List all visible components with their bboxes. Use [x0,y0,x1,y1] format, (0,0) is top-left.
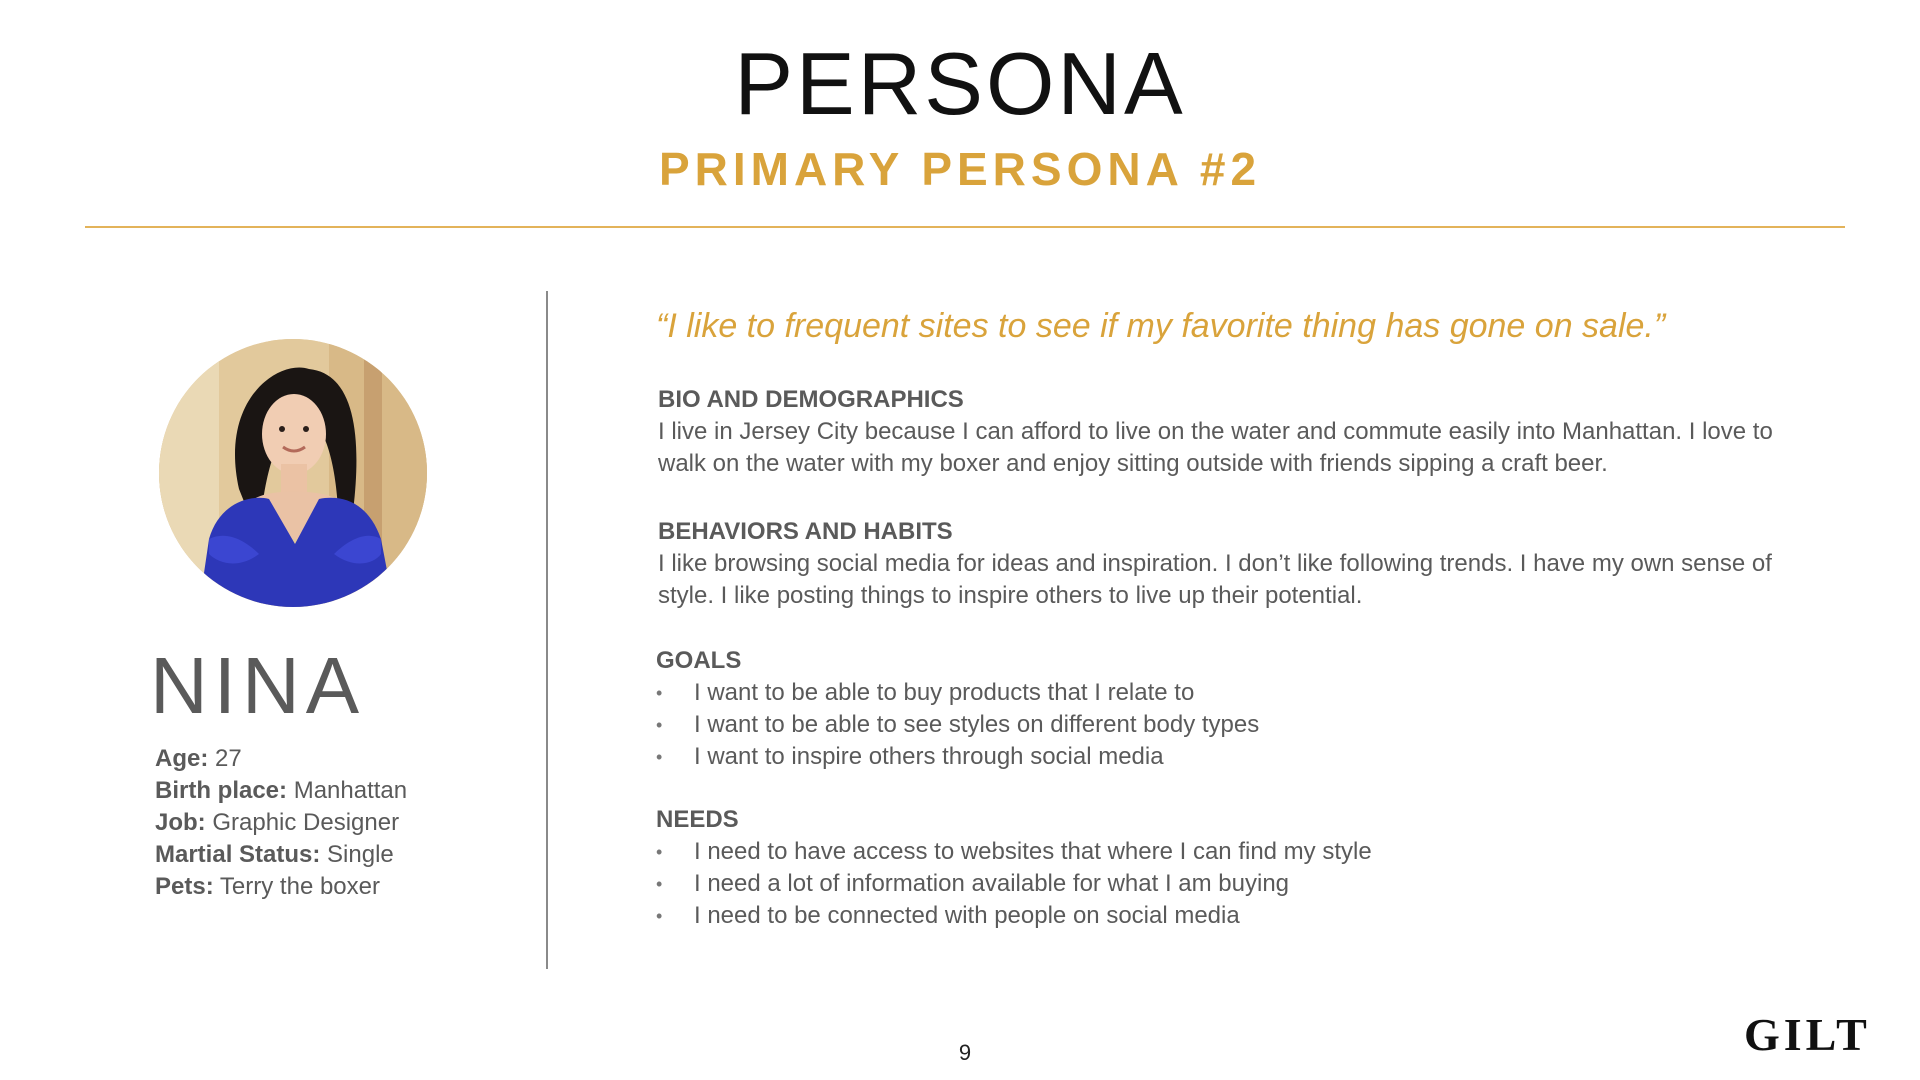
header-divider [85,226,1845,228]
fact-birth-place [155,775,407,807]
fact-label: Birth place: [155,777,288,804]
persona-name: NINA [150,641,366,730]
list-item [656,836,1806,868]
fact-pets [155,871,407,903]
fact-job [155,807,407,839]
goals-section [656,645,1806,773]
list-item-text: I want to inspire others through social media [694,743,1164,770]
fact-value: 27 [208,745,242,772]
fact-value: Manhattan [287,777,408,804]
needs-section [656,804,1806,932]
list-item-text: I want to be able to buy products that I relate to [694,679,1195,706]
list-item [656,709,1806,741]
list-item-text: I need a lot of information available for what I am buying [694,870,1290,897]
list-item-text: I want to be able to see styles on different body types [694,711,1260,738]
list-item [656,741,1806,773]
gilt-logo: GILT [1744,1009,1871,1060]
persona-facts [155,743,407,903]
bullet-icon: • [656,842,663,862]
fact-value: Single [320,841,394,868]
page-subtitle: PRIMARY PERSONA #2 [658,143,1262,195]
bullet-icon: • [656,747,663,767]
list-item-text: I need to be connected with people on social media [694,902,1240,929]
persona-photo-icon [159,339,427,607]
fact-marital-status [155,839,407,871]
page-title: PERSONA [734,34,1186,133]
bullet-icon: • [656,906,663,926]
persona-quote: “I like to frequent sites to see if my favorite thing has gone on sale.” [656,307,1666,345]
section-text: I live in Jersey City because I can afford to live on the water and commute easily into Manhattan. I love to walk on the water with my boxer and enjoy sitting outside with friends sipping a craft beer. [658,418,1773,477]
fact-label: Martial Status: [155,841,321,868]
fact-age [155,743,407,775]
bullet-icon: • [656,874,663,894]
list-item [656,900,1806,932]
fact-label: Age: [155,745,209,772]
fact-label: Job: [155,809,206,836]
bullet-icon: • [656,715,663,735]
section-heading: GOALS [656,647,742,674]
needs-list [656,836,1806,932]
persona-photo [159,339,427,607]
section-heading: BEHAVIORS AND HABITS [658,518,953,545]
fact-value: Terry the boxer [213,873,380,900]
behaviors-section [658,516,1808,612]
goals-list [656,677,1806,773]
fact-value: Graphic Designer [205,809,400,836]
bullet-icon: • [656,683,663,703]
page-number: 9 [958,1040,972,1065]
list-item-text: I need to have access to websites that where I can find my style [694,838,1372,865]
section-heading: NEEDS [656,806,739,833]
column-divider [546,291,548,969]
fact-label: Pets: [155,873,214,900]
section-heading: BIO AND DEMOGRAPHICS [658,386,964,413]
section-text: I like browsing social media for ideas and inspiration. I don’t like following trends. I have my own sense of style. I like posting things to inspire others to live up their potential. [658,550,1772,609]
list-item [656,868,1806,900]
list-item [656,677,1806,709]
bio-section [658,384,1808,480]
